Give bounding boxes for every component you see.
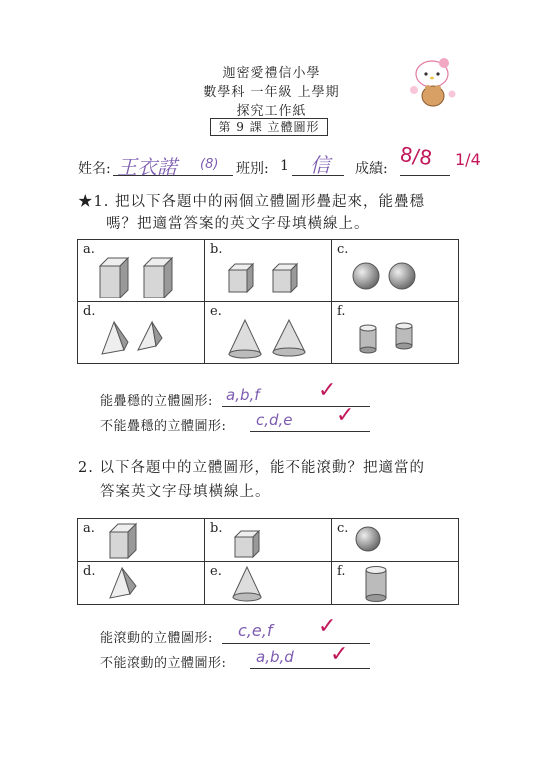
q2-line1: 2. 以下各題中的立體圖形，能不能滾動？把適當的 [78, 460, 425, 476]
q2-cell-b: b. [205, 519, 332, 562]
q1-cell-a: a. [78, 240, 205, 302]
name-label: 姓名: [78, 161, 111, 177]
class-value: 1 [280, 158, 289, 174]
q1-cell-c: c. [332, 240, 459, 302]
q2-cell-f: f. [332, 562, 459, 605]
score-underline [400, 175, 450, 176]
score-label: 成績: [355, 161, 388, 177]
class-handwritten: 信 [310, 153, 330, 177]
q1-unstable-underline [250, 431, 370, 432]
small-cube-icon [231, 529, 271, 561]
sphere-icon [352, 525, 392, 557]
q1-unstable-label: 不能疊穩的立體圖形: [100, 419, 227, 434]
cube-icon [104, 522, 144, 562]
sphere-pair-icon [348, 260, 448, 292]
q1-cell-b: b. [205, 240, 332, 302]
q2-cell-c: c. [332, 519, 459, 562]
q2-roll-label: 能滾動的立體圖形: [100, 631, 213, 646]
q1-stable-answer: a,b,f [226, 386, 260, 404]
lesson-title: 第 9 課 立體圖形 [210, 118, 328, 136]
q2-line2: 答案英文字母填橫線上。 [100, 484, 271, 500]
teacher-date-mark: 8/8 [398, 141, 434, 171]
q1-stable-label: 能疊穩的立體圖形: [100, 394, 213, 409]
student-number: (8) [200, 157, 219, 172]
q2-cell-a: a. [78, 519, 205, 562]
q2-noroll-answer: a,b,d [256, 648, 294, 666]
teacher-date-mark-2: 1/4 [455, 150, 481, 169]
q1-cell-f: f. [332, 302, 459, 364]
cube-small-pair-icon [225, 262, 325, 296]
q1-line2: 嗎？把適當答案的英文字母填橫線上。 [106, 216, 370, 232]
check-mark-icon: ✓ [318, 378, 337, 403]
cube-pair-icon [94, 254, 194, 298]
pyramid-icon [108, 566, 148, 604]
cone-icon [231, 565, 271, 605]
worksheet-title: 探究工作紙 [236, 104, 307, 119]
student-name: 王衣諾 [117, 155, 177, 179]
q1-shape-table [77, 239, 459, 364]
q1-cell-e: e. [205, 302, 332, 364]
q2-shape-table [77, 518, 459, 605]
q2-cell-e: e. [205, 562, 332, 605]
q2-noroll-label: 不能滾動的立體圖形: [100, 656, 227, 671]
class-label: 班別: [236, 161, 269, 177]
q1-line1: ★1. 把以下各題中的兩個立體圖形疊起來，能疊穩 [78, 194, 425, 210]
q1-cell-d: d. [78, 302, 205, 364]
pyramid-pair-icon [100, 320, 200, 360]
star-icon: ★ [78, 194, 94, 210]
q2-roll-answer: c,e,f [238, 621, 273, 640]
cone-pair-icon [227, 318, 327, 362]
cylinder-icon [362, 564, 402, 606]
check-mark-icon: ✓ [318, 614, 337, 639]
subject-line: 數學科 一年級 上學期 [203, 85, 340, 100]
q2-cell-d: d. [78, 562, 205, 605]
school-name: 迦密愛禮信小學 [222, 66, 321, 81]
q1-unstable-answer: c,d,e [256, 411, 293, 429]
check-mark-icon: ✓ [330, 642, 349, 667]
check-mark-icon: ✓ [336, 403, 355, 428]
q2-noroll-underline [250, 668, 370, 669]
hello-kitty-sticker-icon [402, 52, 462, 112]
cylinder-pair-icon [356, 322, 456, 358]
